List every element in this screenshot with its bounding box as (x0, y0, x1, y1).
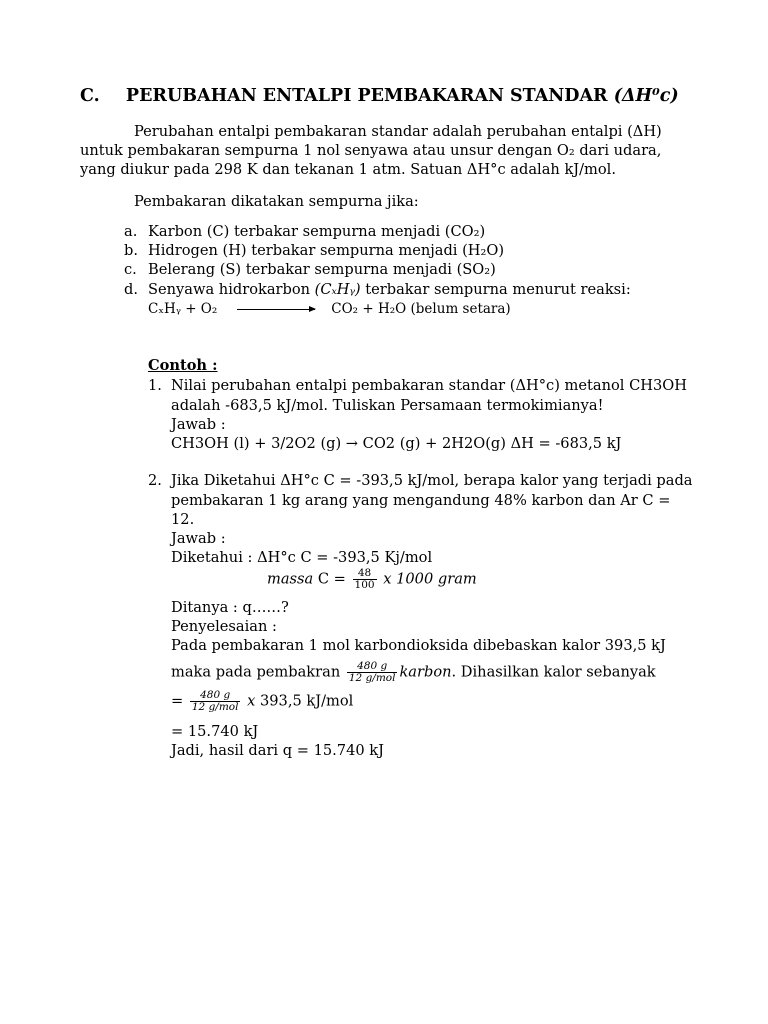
list-text: Karbon (C) terbakar sempurna menjadi (CO₂) (148, 223, 486, 240)
maka-line (171, 661, 656, 684)
list-marker: d. (124, 281, 138, 298)
q2-result-2: Jadi, hasil dari q = 15.740 kJ (171, 742, 384, 759)
fraction-numerator: 480 g (357, 660, 388, 672)
q2-result-1: = 15.740 kJ (171, 723, 259, 740)
q1-line-1: Nilai perubahan entalpi pembakaran standar (ΔH°c) metanol CH3OH (171, 377, 687, 394)
calc-x: x (242, 692, 256, 710)
fraction-denominator: 100 (354, 579, 375, 591)
q1-number: 1. (148, 377, 162, 394)
q1-line-2: adalah -683,5 kJ/mol. Tuliskan Persamaan termokimianya! (171, 397, 604, 414)
q2-ditanya: Ditanya : q……? (171, 599, 289, 616)
massa-line (267, 568, 477, 591)
list-item (124, 222, 485, 242)
list-marker: b. (124, 242, 138, 259)
list-text-post: terbakar sempurna menurut reaksi: (360, 281, 631, 298)
q2-line-3: 12. (171, 511, 195, 528)
fraction-numerator: 480 g (200, 689, 231, 701)
list-marker: c. (124, 261, 137, 278)
massa-unit: gram (437, 570, 477, 588)
fraction-480-12 (347, 661, 398, 684)
q2-pada: Pada pembakaran 1 mol karbondioksida dibebaskan kalor 393,5 kJ (171, 637, 666, 654)
reaction-line (148, 299, 511, 319)
calc-eq-sign: = (171, 692, 188, 710)
q2-line-1: Jika Diketahui ΔH°c C = -393,5 kJ/mol, berapa kalor yang terjadi pada (171, 472, 693, 489)
q1-jawab: Jawab : (171, 416, 226, 433)
q2-line-2: pembakaran 1 kg arang yang mengandung 48% karbon dan Ar C = (171, 492, 671, 509)
maka-karbon: karbon (399, 663, 452, 681)
q2-number: 2. (148, 472, 162, 489)
massa-label: massa (267, 570, 314, 588)
q2-diketahui: Diketahui : ΔH°c C = -393,5 Kj/mol (171, 549, 433, 566)
list-text: Hidrogen (H) terbakar sempurna menjadi (H₂O) (148, 242, 505, 259)
intro-line-1: Perubahan entalpi pembakaran standar adalah perubahan entalpi (ΔH) (134, 123, 662, 140)
section-title: PERUBAHAN ENTALPI PEMBAKARAN STANDAR (125, 86, 608, 106)
fraction-denominator: 12 g/mol (348, 672, 396, 684)
section-letter: C. (80, 86, 100, 106)
fraction-48-100 (353, 568, 377, 591)
q2-jawab: Jawab : (171, 530, 226, 547)
q1-equation: CH3OH (l) + 3/2O2 (g) → CO2 (g) + 2H2O(g) ΔH = -683,5 kJ (171, 435, 622, 452)
list-text: Belerang (S) terbakar sempurna menjadi (SO₂) (148, 261, 496, 278)
intro-line-3: yang diukur pada 298 K dan tekanan 1 atm. Satuan ΔH°c adalah kJ/mol. (80, 161, 616, 178)
list-text-pre: Senyawa hidrokarbon (148, 281, 315, 298)
intro-line-2: untuk pembakaran sempurna 1 nol senyawa atau unsur dengan O₂ dari udara, (80, 142, 662, 159)
hydrocarbon-formula: (CₓHᵧ) (314, 281, 361, 298)
list-item (124, 280, 631, 300)
reaction-arrow (237, 309, 315, 310)
fraction-denominator: 12 g/mol (191, 701, 239, 713)
massa-tail: x 1000 (378, 570, 438, 588)
complete-intro: Pembakaran dikatakan sempurna jika: (134, 193, 419, 210)
calc-tail: 393,5 kJ/mol (255, 692, 354, 710)
section-symbol: (ΔH⁰c) (613, 86, 679, 106)
contoh-label: Contoh : (148, 357, 218, 374)
massa-c: C = (313, 570, 351, 588)
reaction-left: CₓHᵧ + O₂ (148, 301, 218, 317)
reaction-right: CO₂ + H₂O (belum setara) (331, 301, 511, 317)
list-marker: a. (124, 223, 138, 240)
list-item (124, 260, 496, 280)
maka-post: . Dihasilkan kalor sebanyak (451, 663, 656, 681)
q2-penyelesaian: Penyelesaian : (171, 618, 277, 635)
fraction-480-12-calc (190, 690, 241, 713)
calc-line (171, 690, 353, 713)
fraction-numerator: 48 (357, 567, 372, 579)
list-item (124, 241, 504, 261)
maka-pre: maka pada pembakran (171, 663, 345, 681)
section-heading (80, 86, 679, 106)
